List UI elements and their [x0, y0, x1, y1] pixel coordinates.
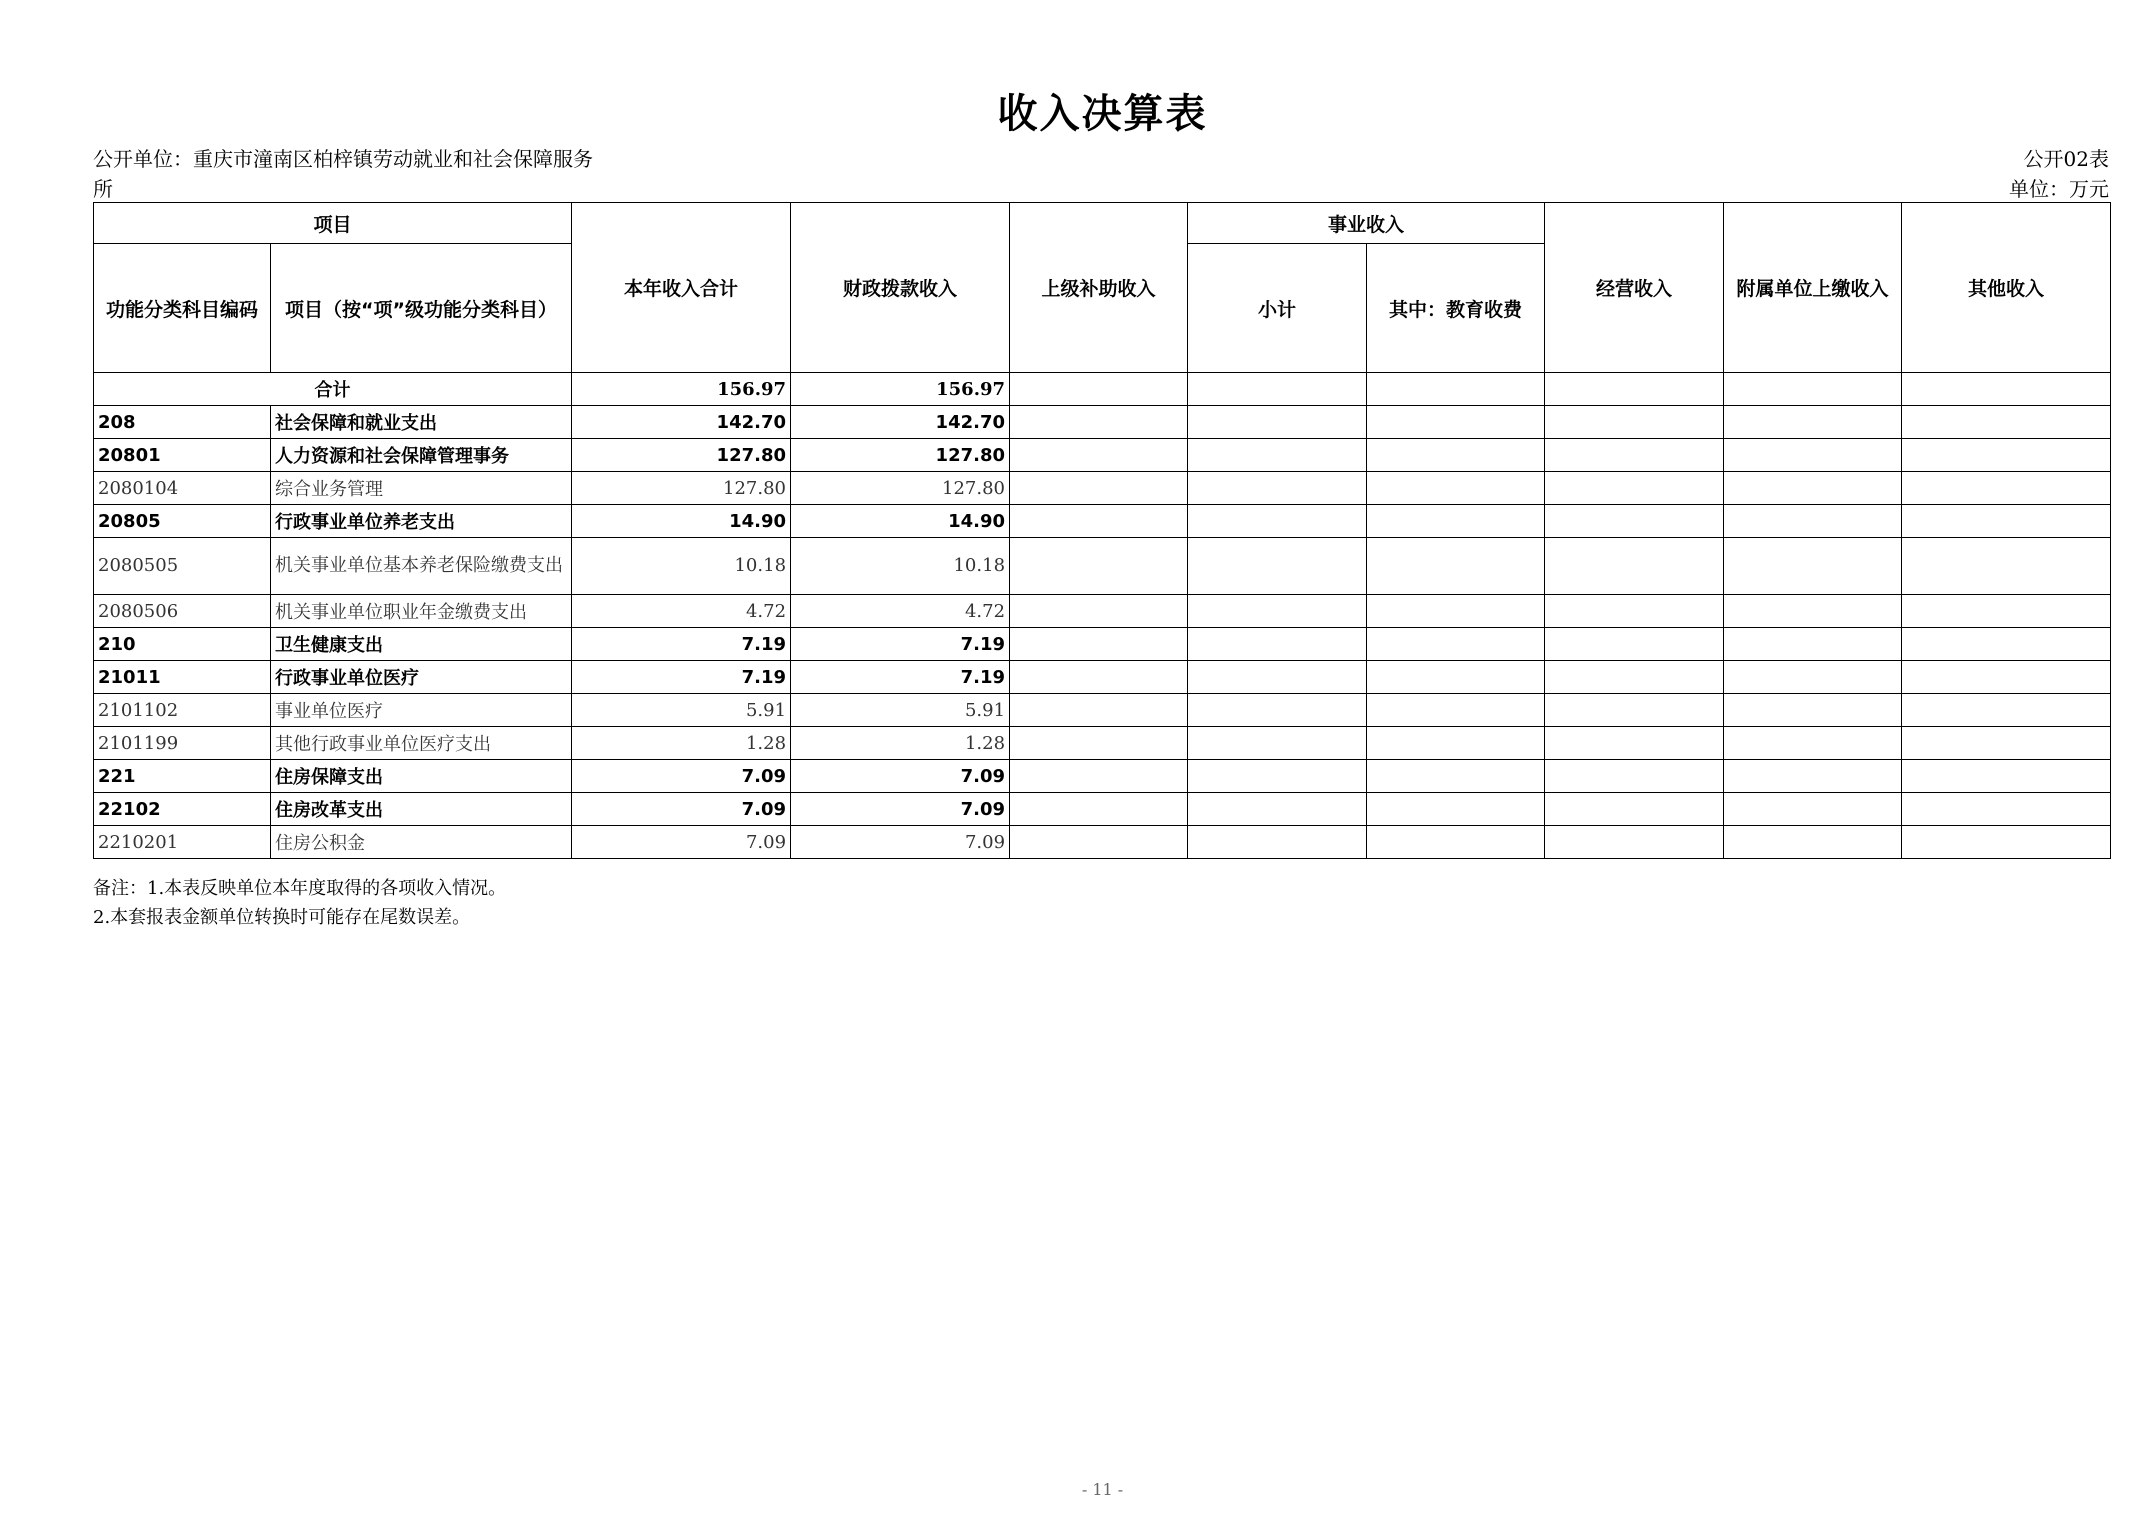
total-value: 7.19 [572, 661, 791, 694]
name-cell: 行政事业单位医疗 [271, 661, 572, 694]
affiliated-cell [1724, 826, 1902, 859]
header-other: 其他收入 [1902, 203, 2111, 373]
name-cell: 机关事业单位职业年金缴费支出 [271, 595, 572, 628]
name-cell: 住房改革支出 [271, 793, 572, 826]
superior-cell [1010, 760, 1188, 793]
education-cell [1367, 793, 1545, 826]
fiscal-value: 4.72 [791, 595, 1010, 628]
subtotal-cell [1188, 793, 1367, 826]
name-cell: 综合业务管理 [271, 472, 572, 505]
operating-cell [1545, 505, 1724, 538]
fiscal-value: 156.97 [791, 373, 1010, 406]
total-row [94, 373, 2111, 406]
education-cell [1367, 628, 1545, 661]
name-cell: 事业单位医疗 [271, 694, 572, 727]
total-value: 7.09 [572, 760, 791, 793]
education-cell [1367, 505, 1545, 538]
total-label: 合计 [94, 373, 572, 406]
code-cell: 22102 [94, 793, 271, 826]
total-value: 127.80 [572, 439, 791, 472]
header-affiliated: 附属单位上缴收入 [1724, 203, 1902, 373]
superior-cell [1010, 628, 1188, 661]
fiscal-value: 7.09 [791, 793, 1010, 826]
operating-cell [1545, 760, 1724, 793]
table-row [94, 595, 2111, 628]
other-cell [1902, 826, 2111, 859]
subtotal-cell [1188, 373, 1367, 406]
income-table [93, 202, 2111, 859]
total-value: 142.70 [572, 406, 791, 439]
header-education: 其中：教育收费 [1367, 244, 1545, 373]
fiscal-value: 7.19 [791, 628, 1010, 661]
total-value: 127.80 [572, 472, 791, 505]
operating-cell [1545, 694, 1724, 727]
subtotal-cell [1188, 760, 1367, 793]
table-row [94, 439, 2111, 472]
total-value: 156.97 [572, 373, 791, 406]
subtotal-cell [1188, 406, 1367, 439]
affiliated-cell [1724, 505, 1902, 538]
subtotal-cell [1188, 595, 1367, 628]
currency-unit: 单位：万元 [2009, 177, 2109, 201]
affiliated-cell [1724, 628, 1902, 661]
form-meta [2009, 144, 2109, 204]
subtotal-cell [1188, 538, 1367, 595]
subtotal-cell [1188, 727, 1367, 760]
table-row [94, 793, 2111, 826]
superior-cell [1010, 826, 1188, 859]
education-cell [1367, 406, 1545, 439]
total-value: 5.91 [572, 694, 791, 727]
affiliated-cell [1724, 793, 1902, 826]
name-cell: 住房保障支出 [271, 760, 572, 793]
other-cell [1902, 727, 2111, 760]
note-line: 2.本套报表金额单位转换时可能存在尾数误差。 [93, 907, 471, 928]
operating-cell [1545, 472, 1724, 505]
education-cell [1367, 727, 1545, 760]
education-cell [1367, 760, 1545, 793]
fiscal-value: 7.09 [791, 760, 1010, 793]
superior-cell [1010, 694, 1188, 727]
header-operating: 经营收入 [1545, 203, 1724, 373]
total-value: 7.09 [572, 793, 791, 826]
fiscal-value: 127.80 [791, 439, 1010, 472]
operating-cell [1545, 406, 1724, 439]
superior-cell [1010, 538, 1188, 595]
code-cell: 2080505 [94, 538, 271, 595]
affiliated-cell [1724, 661, 1902, 694]
subtotal-cell [1188, 439, 1367, 472]
education-cell [1367, 439, 1545, 472]
fiscal-value: 7.19 [791, 661, 1010, 694]
code-cell: 2080104 [94, 472, 271, 505]
fiscal-value: 127.80 [791, 472, 1010, 505]
code-cell: 2210201 [94, 826, 271, 859]
table-row [94, 538, 2111, 595]
name-cell: 社会保障和就业支出 [271, 406, 572, 439]
subtotal-cell [1188, 505, 1367, 538]
operating-cell [1545, 826, 1724, 859]
other-cell [1902, 505, 2111, 538]
education-cell [1367, 595, 1545, 628]
name-cell: 住房公积金 [271, 826, 572, 859]
table-row [94, 661, 2111, 694]
subtotal-cell [1188, 628, 1367, 661]
table-row [94, 826, 2111, 859]
fiscal-value: 7.09 [791, 826, 1010, 859]
code-cell: 21011 [94, 661, 271, 694]
total-value: 10.18 [572, 538, 791, 595]
note-line: 备注：1.本表反映单位本年度取得的各项收入情况。 [93, 878, 507, 899]
affiliated-cell [1724, 439, 1902, 472]
affiliated-cell [1724, 472, 1902, 505]
other-cell [1902, 628, 2111, 661]
affiliated-cell [1724, 595, 1902, 628]
affiliated-cell [1724, 694, 1902, 727]
name-cell: 人力资源和社会保障管理事务 [271, 439, 572, 472]
superior-cell [1010, 661, 1188, 694]
page-number: - 11 - [1081, 1480, 1124, 1499]
header-fiscal: 财政拨款收入 [791, 203, 1010, 373]
other-cell [1902, 760, 2111, 793]
other-cell [1902, 793, 2111, 826]
affiliated-cell [1724, 406, 1902, 439]
table-row [94, 505, 2111, 538]
header-total: 本年收入合计 [572, 203, 791, 373]
total-value: 1.28 [572, 727, 791, 760]
superior-cell [1010, 439, 1188, 472]
code-cell: 221 [94, 760, 271, 793]
fiscal-value: 14.90 [791, 505, 1010, 538]
operating-cell [1545, 439, 1724, 472]
superior-cell [1010, 472, 1188, 505]
subtotal-cell [1188, 694, 1367, 727]
total-value: 7.19 [572, 628, 791, 661]
total-value: 4.72 [572, 595, 791, 628]
other-cell [1902, 472, 2111, 505]
superior-cell [1010, 505, 1188, 538]
header-business: 事业收入 [1188, 203, 1545, 244]
code-cell: 210 [94, 628, 271, 661]
table-row [94, 694, 2111, 727]
header-code: 功能分类科目编码 [94, 244, 271, 373]
operating-cell [1545, 628, 1724, 661]
fiscal-value: 10.18 [791, 538, 1010, 595]
affiliated-cell [1724, 727, 1902, 760]
reporting-unit: 公开单位：重庆市潼南区柏梓镇劳动就业和社会保障服务所 [93, 147, 593, 201]
table-row [94, 727, 2111, 760]
page-title: 收入决算表 [997, 91, 1208, 137]
subtotal-cell [1188, 661, 1367, 694]
education-cell [1367, 694, 1545, 727]
operating-cell [1545, 793, 1724, 826]
code-cell: 2101102 [94, 694, 271, 727]
superior-cell [1010, 373, 1188, 406]
table-row [94, 406, 2111, 439]
name-cell: 行政事业单位养老支出 [271, 505, 572, 538]
code-cell: 20805 [94, 505, 271, 538]
other-cell [1902, 373, 2111, 406]
name-cell: 其他行政事业单位医疗支出 [271, 727, 572, 760]
code-cell: 2080506 [94, 595, 271, 628]
header-subtotal: 小计 [1188, 244, 1367, 373]
code-cell: 20801 [94, 439, 271, 472]
table-row [94, 760, 2111, 793]
fiscal-value: 1.28 [791, 727, 1010, 760]
operating-cell [1545, 595, 1724, 628]
superior-cell [1010, 406, 1188, 439]
superior-cell [1010, 595, 1188, 628]
other-cell [1902, 694, 2111, 727]
fiscal-value: 142.70 [791, 406, 1010, 439]
education-cell [1367, 826, 1545, 859]
education-cell [1367, 373, 1545, 406]
operating-cell [1545, 538, 1724, 595]
header-name: 项目（按“项”级功能分类科目） [271, 244, 572, 373]
other-cell [1902, 595, 2111, 628]
table-row [94, 628, 2111, 661]
other-cell [1902, 661, 2111, 694]
other-cell [1902, 439, 2111, 472]
total-value: 14.90 [572, 505, 791, 538]
header-project: 项目 [94, 203, 572, 244]
other-cell [1902, 406, 2111, 439]
code-cell: 2101199 [94, 727, 271, 760]
subtotal-cell [1188, 472, 1367, 505]
education-cell [1367, 472, 1545, 505]
operating-cell [1545, 661, 1724, 694]
notes [93, 874, 506, 932]
operating-cell [1545, 727, 1724, 760]
affiliated-cell [1724, 760, 1902, 793]
affiliated-cell [1724, 538, 1902, 595]
header-superior: 上级补助收入 [1010, 203, 1188, 373]
superior-cell [1010, 727, 1188, 760]
total-value: 7.09 [572, 826, 791, 859]
affiliated-cell [1724, 373, 1902, 406]
operating-cell [1545, 373, 1724, 406]
education-cell [1367, 538, 1545, 595]
form-number: 公开02表 [2023, 147, 2109, 171]
subtotal-cell [1188, 826, 1367, 859]
table-row [94, 472, 2111, 505]
fiscal-value: 5.91 [791, 694, 1010, 727]
name-cell: 机关事业单位基本养老保险缴费支出 [271, 538, 572, 595]
education-cell [1367, 661, 1545, 694]
name-cell: 卫生健康支出 [271, 628, 572, 661]
other-cell [1902, 538, 2111, 595]
superior-cell [1010, 793, 1188, 826]
code-cell: 208 [94, 406, 271, 439]
